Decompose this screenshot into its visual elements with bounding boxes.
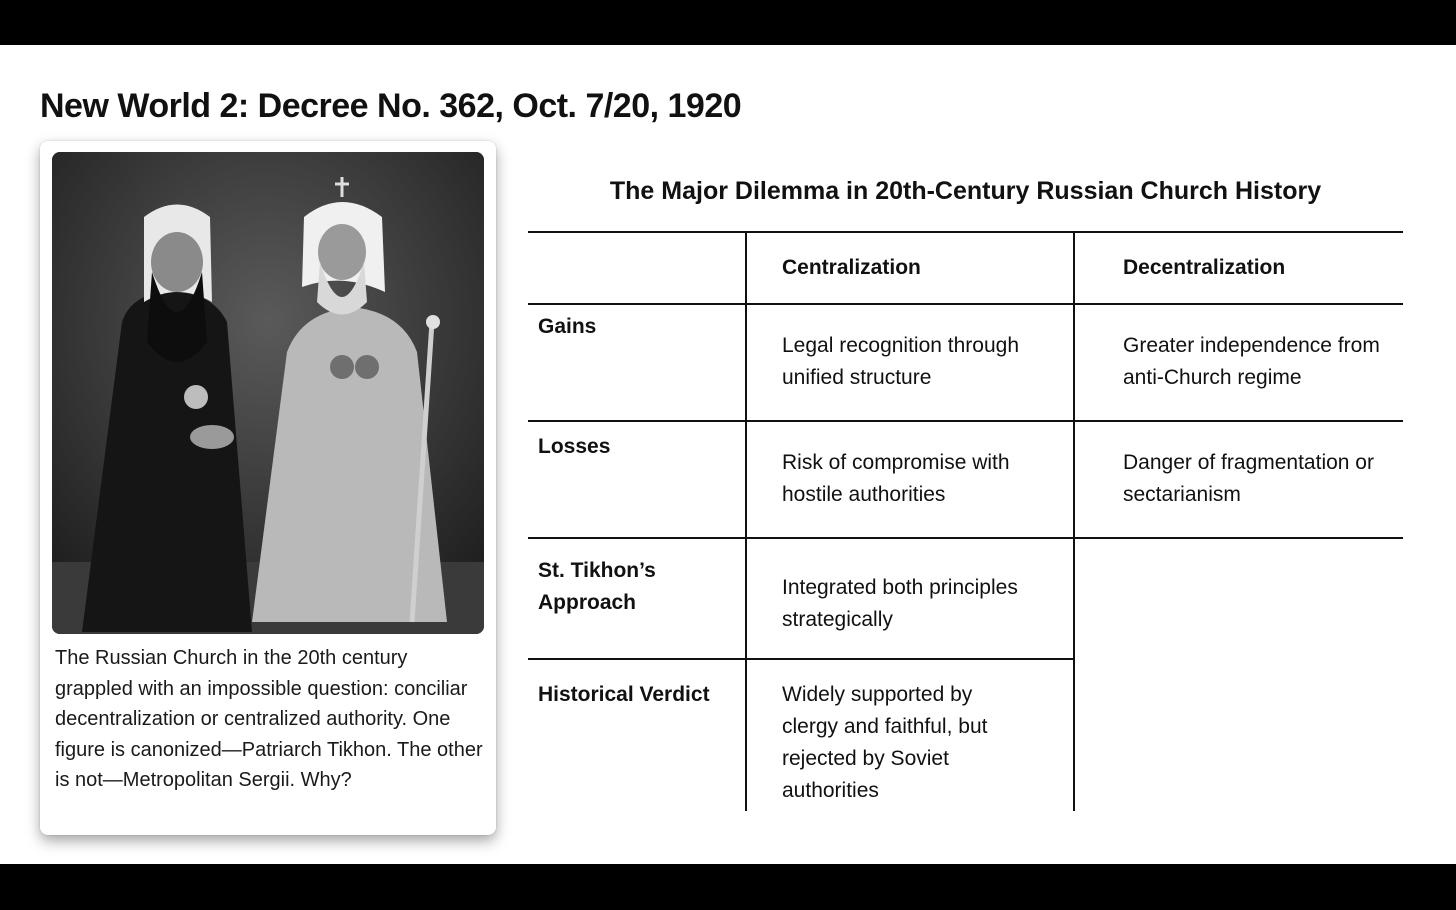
table-rule: [1073, 231, 1075, 811]
table-rule: [528, 658, 1074, 660]
photo-card: [40, 141, 496, 835]
column-header-centralization: Centralization: [782, 256, 921, 279]
table-rule: [528, 231, 1403, 233]
table-cell: Widely supported by clergy and faithful, but rejected by Soviet authorities: [782, 683, 988, 802]
slide: [0, 45, 1456, 864]
table-cell: Integrated both principles strategically: [782, 576, 1018, 631]
row-label-gains: Gains: [538, 315, 597, 338]
table-rule: [528, 303, 1403, 305]
row-label-verdict: Historical Verdict: [538, 683, 710, 706]
table-cell: Danger of fragmentation or sectarianism: [1123, 451, 1374, 506]
photo-caption: The Russian Church in the 20th century grappled with an impossible question: conciliar decentralization or centralized authority. One figure is canonized—Patriarch Tikhon. The other is not—Metropolitan Sergii. Why?: [55, 647, 483, 791]
table-rule: [528, 420, 1403, 422]
row-label-losses: Losses: [538, 435, 611, 458]
table-rule: [528, 537, 1403, 539]
table-cell: Greater independence from anti-Church regime: [1123, 334, 1380, 389]
column-header-decentralization: Decentralization: [1123, 256, 1286, 279]
row-label-approach: St. Tikhon’s Approach: [538, 559, 656, 614]
historical-photo: [52, 152, 484, 634]
table-cell: Risk of compromise with hostile authorities: [782, 451, 1010, 506]
table-rule: [745, 231, 747, 811]
table-title: The Major Dilemma in 20th-Century Russian Church History: [609, 177, 1322, 205]
slide-title: New World 2: Decree No. 362, Oct. 7/20, 1920: [40, 87, 742, 125]
dilemma-table: [528, 231, 1403, 811]
table-cell: Legal recognition through unified structure: [782, 334, 1020, 389]
